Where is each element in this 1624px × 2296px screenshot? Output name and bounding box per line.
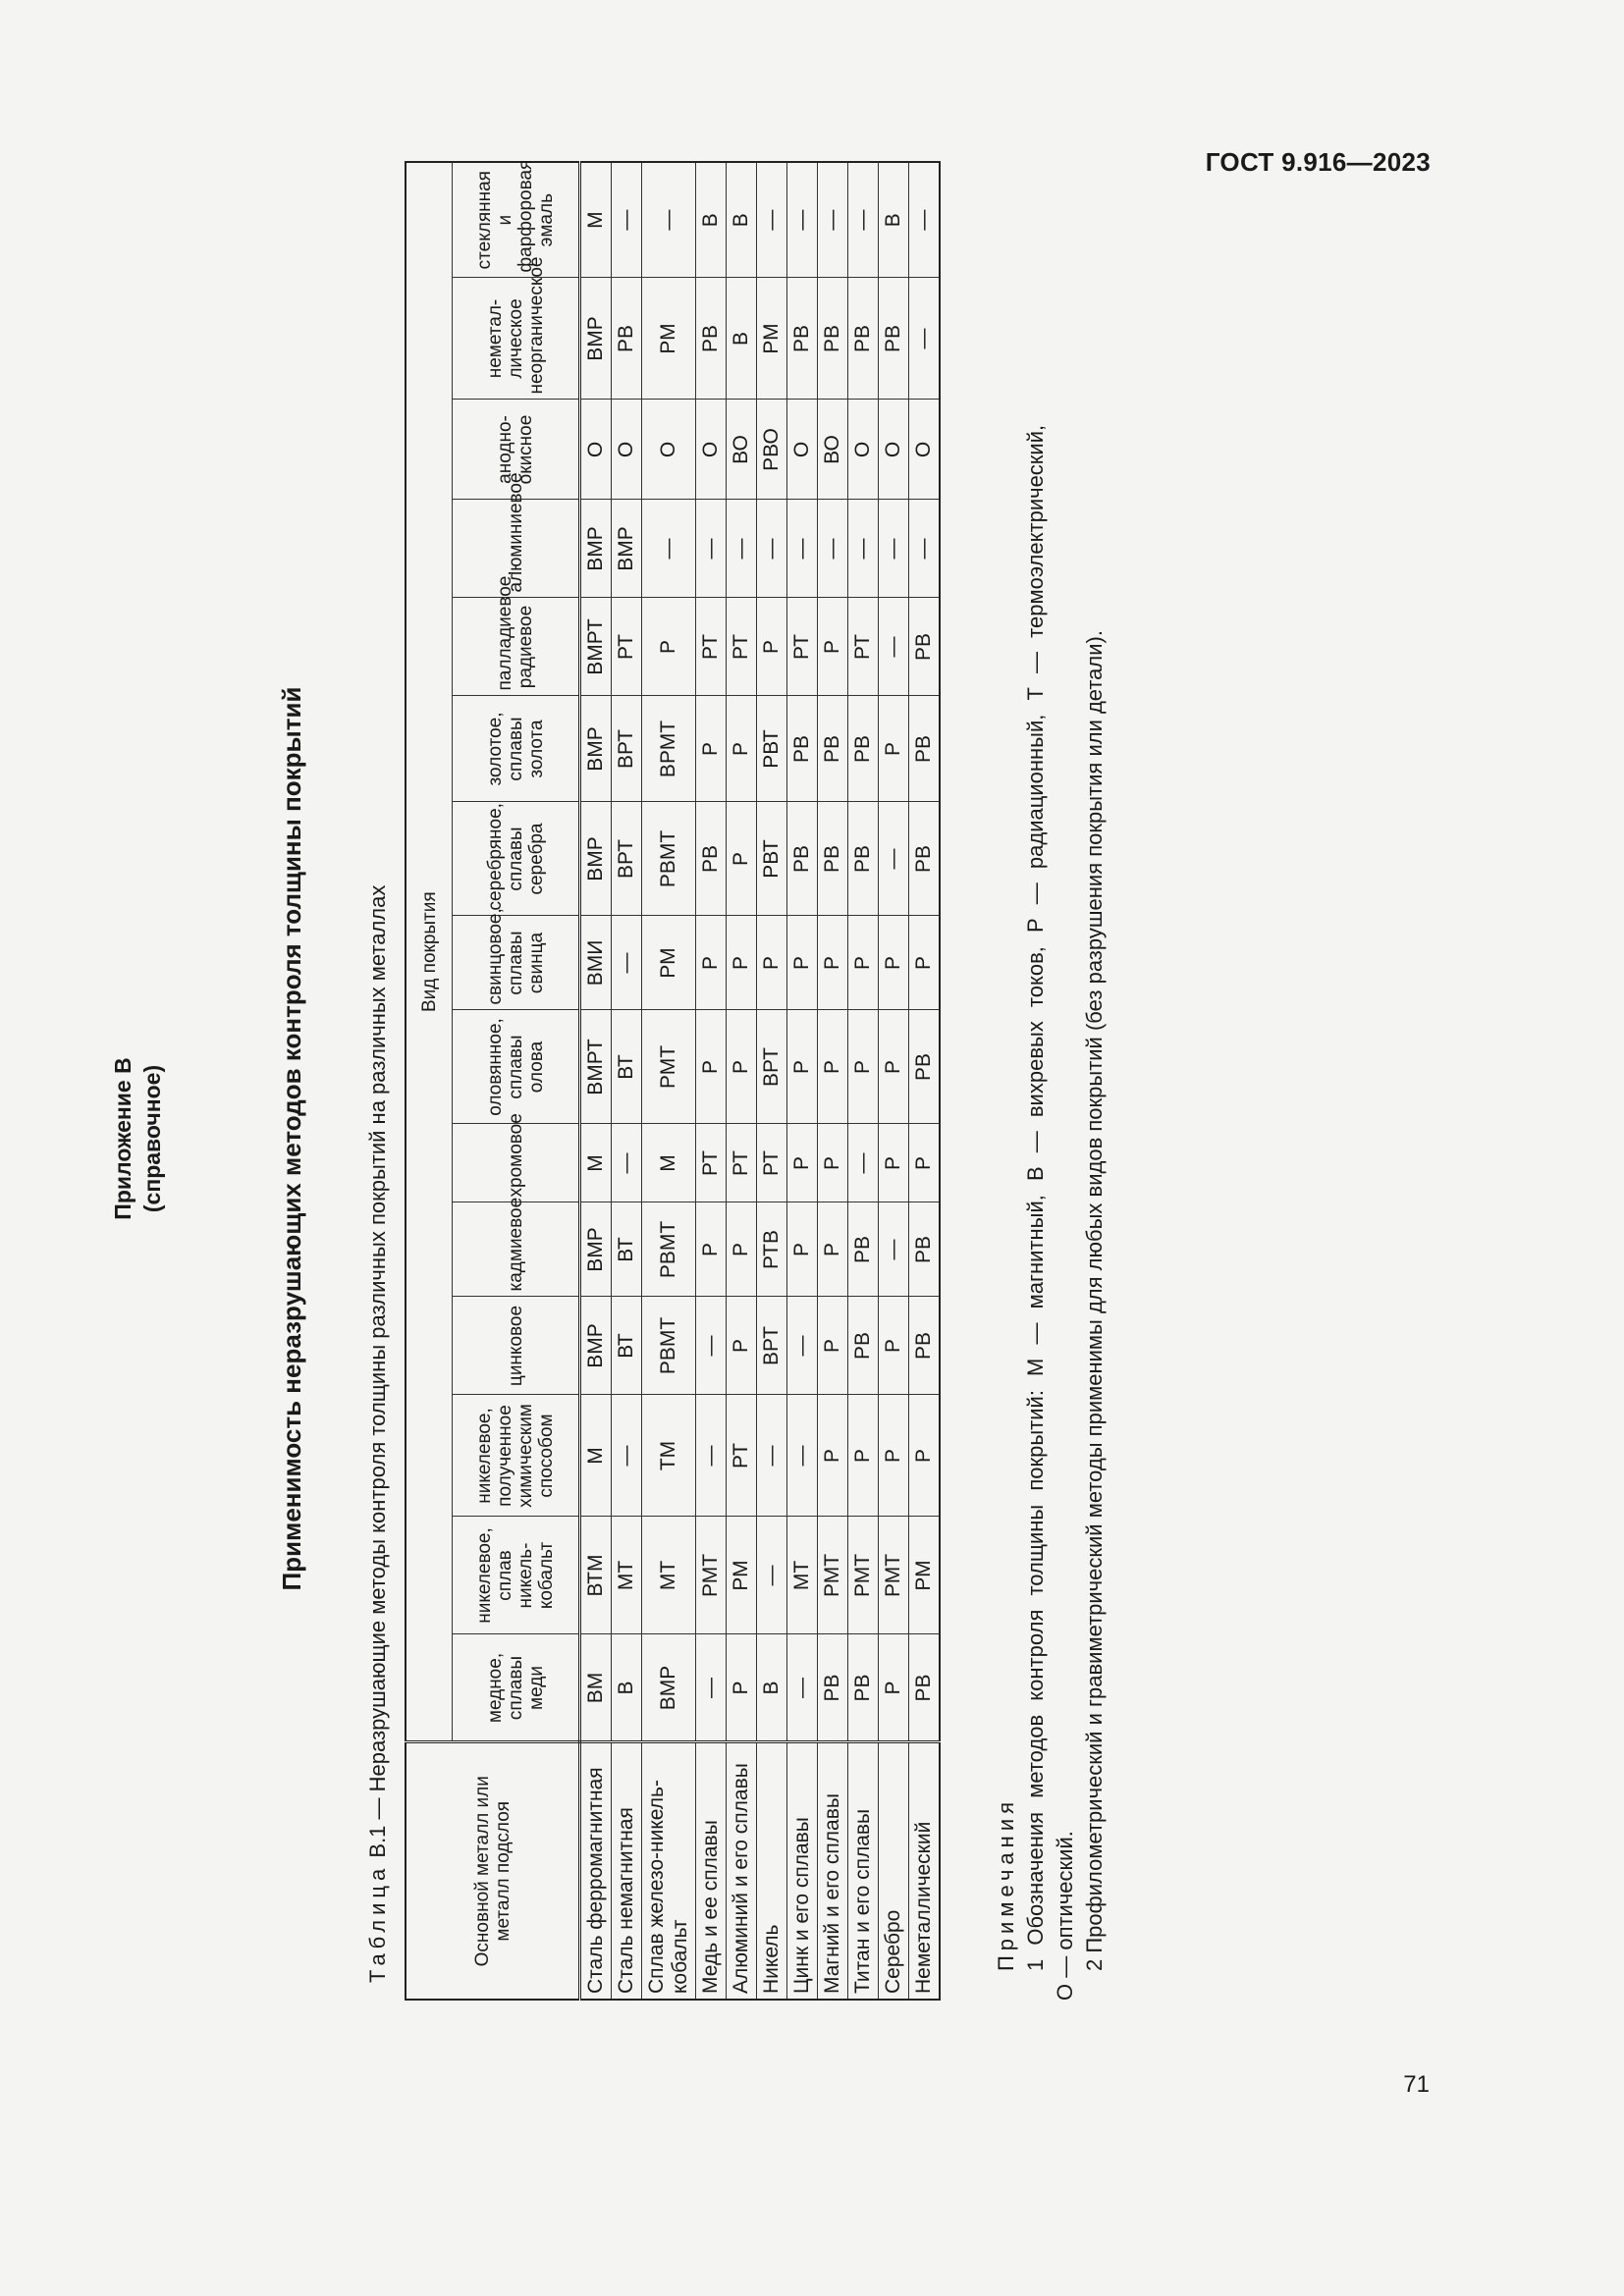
method-cell: — <box>757 1395 787 1517</box>
method-cell: РМ <box>757 278 787 400</box>
method-cell: — <box>787 1395 818 1517</box>
method-cell: Р <box>818 1395 848 1517</box>
method-cell: РВ <box>848 1297 879 1395</box>
table-container <box>405 161 941 2001</box>
method-cell: — <box>879 802 909 916</box>
method-cell: М <box>642 1124 696 1202</box>
method-cell: Р <box>848 1010 879 1124</box>
column-header: анодно-окисное <box>453 400 580 500</box>
method-cell: — <box>696 1395 727 1517</box>
method-cell: РВ <box>818 278 848 400</box>
method-cell: РТ <box>727 1124 757 1202</box>
method-cell: — <box>757 162 787 278</box>
method-cell: Р <box>696 916 727 1010</box>
method-cell: РТ <box>787 598 818 696</box>
method-cell: — <box>612 162 642 278</box>
method-cell: РВ <box>696 802 727 916</box>
method-cell: — <box>757 500 787 598</box>
method-cell: ВРТ <box>757 1010 787 1124</box>
base-metal-cell: Сталь ферромагнитная <box>580 1742 612 2000</box>
method-cell: Р <box>787 1124 818 1202</box>
note-1-continued: О — оптический. <box>1053 1831 1077 2001</box>
method-cell: РВ <box>818 696 848 802</box>
column-header: серебряное, сплавы серебра <box>453 802 580 916</box>
method-cell: Р <box>848 1395 879 1517</box>
method-cell: Р <box>879 1297 909 1395</box>
method-cell: РМ <box>642 916 696 1010</box>
method-cell: РВТ <box>757 802 787 916</box>
method-cell: ВМР <box>580 802 612 916</box>
caption-prefix: Таблица <box>365 1863 390 1983</box>
method-cell: — <box>612 916 642 1010</box>
base-metal-cell: Медь и ее сплавы <box>696 1742 727 2000</box>
column-header: кадмиевое <box>453 1202 580 1297</box>
method-cell: — <box>909 500 941 598</box>
method-cell: РВМТ <box>642 1297 696 1395</box>
method-cell: В <box>879 162 909 278</box>
method-cell: В <box>612 1634 642 1742</box>
base-metal-header: Основной металл или металл подслоя <box>406 1742 580 2000</box>
base-metal-cell: Цинк и его сплавы <box>787 1742 818 2000</box>
method-cell: ВМ <box>580 1634 612 1742</box>
column-header: неметал-лическое неорганическое <box>453 278 580 400</box>
method-cell: Р <box>818 1010 848 1124</box>
method-cell: РВ <box>787 696 818 802</box>
method-cell: РМТ <box>818 1517 848 1634</box>
table-row <box>757 162 787 2000</box>
table-row <box>848 162 879 2000</box>
method-cell: РВ <box>848 802 879 916</box>
table-row <box>612 162 642 2000</box>
methods-table <box>405 161 941 2001</box>
base-metal-cell: Титан и его сплавы <box>848 1742 879 2000</box>
method-cell: Р <box>727 696 757 802</box>
method-cell: Р <box>879 696 909 802</box>
method-cell: РТ <box>848 598 879 696</box>
method-cell: ВМРТ <box>580 598 612 696</box>
rotated-content <box>108 159 1306 2071</box>
table-caption <box>365 885 391 1983</box>
method-cell: Р <box>848 916 879 1010</box>
method-cell: РВ <box>818 1634 848 1742</box>
method-cell: ВРТ <box>757 1297 787 1395</box>
method-cell: Р <box>787 916 818 1010</box>
method-cell: РВ <box>848 278 879 400</box>
method-cell: Р <box>909 916 941 1010</box>
method-cell: РВО <box>757 400 787 500</box>
method-cell: — <box>879 500 909 598</box>
method-cell: ВМР <box>580 500 612 598</box>
method-cell: РВ <box>696 278 727 400</box>
method-cell: МТ <box>787 1517 818 1634</box>
method-cell: — <box>909 162 941 278</box>
caption-number: В.1 <box>365 1825 390 1858</box>
method-cell: Р <box>696 1010 727 1124</box>
column-header: цинковое <box>453 1297 580 1395</box>
method-cell: Р <box>879 1010 909 1124</box>
method-cell: — <box>727 500 757 598</box>
column-header: никелевое, сплав никель-кобальт <box>453 1517 580 1634</box>
base-metal-cell: Сплав железо-никель-кобальт <box>642 1742 696 2000</box>
method-cell: Р <box>696 1202 727 1297</box>
method-cell: РМТ <box>696 1517 727 1634</box>
method-cell: Р <box>727 1010 757 1124</box>
method-cell: ВМР <box>580 1297 612 1395</box>
method-cell: РВ <box>818 802 848 916</box>
method-cell: — <box>848 500 879 598</box>
note-1: 1 Обозначения методов контроля толщины покрытий: М — магнитный, В — вихревых токов, Р — радиационный, Т — термоэлектрический, <box>1023 424 1048 1971</box>
base-metal-cell: Серебро <box>879 1742 909 2000</box>
appendix-subtitle: (справочное) <box>139 1064 165 1213</box>
method-cell: В <box>757 1634 787 1742</box>
method-cell: РТ <box>612 598 642 696</box>
method-cell: О <box>612 400 642 500</box>
method-cell: ВТ <box>612 1297 642 1395</box>
method-cell: РМТ <box>848 1517 879 1634</box>
notes-section <box>992 220 1110 2001</box>
method-cell: М <box>580 1124 612 1202</box>
method-cell: РВ <box>909 1634 941 1742</box>
table-row <box>909 162 941 2000</box>
method-cell: РВ <box>612 278 642 400</box>
method-cell: — <box>787 162 818 278</box>
column-header: золотое, сплавы золота <box>453 696 580 802</box>
method-cell: РВ <box>909 598 941 696</box>
method-cell: ВРТ <box>612 696 642 802</box>
method-cell: — <box>696 1297 727 1395</box>
method-cell: ТМ <box>642 1395 696 1517</box>
method-cell: РВМТ <box>642 802 696 916</box>
column-header: никелевое, полученное химическим способом <box>453 1395 580 1517</box>
method-cell: РВ <box>879 278 909 400</box>
method-cell: Р <box>757 916 787 1010</box>
column-header: алюминиевое <box>453 500 580 598</box>
base-metal-cell: Сталь немагнитная <box>612 1742 642 2000</box>
method-cell: РТ <box>696 598 727 696</box>
base-metal-cell: Неметаллический <box>909 1742 941 2000</box>
method-cell: Р <box>696 696 727 802</box>
method-cell: — <box>879 598 909 696</box>
column-header: оловянное, сплавы олова <box>453 1010 580 1124</box>
page-number: 71 <box>1403 2071 1430 2098</box>
method-cell: — <box>787 500 818 598</box>
method-cell: РМ <box>909 1517 941 1634</box>
column-header: стеклянная и фарфоровая эмаль <box>453 162 580 278</box>
method-cell: РВ <box>909 1202 941 1297</box>
method-cell: — <box>879 1202 909 1297</box>
base-metal-cell: Никель <box>757 1742 787 2000</box>
method-cell: РВ <box>787 278 818 400</box>
method-cell: О <box>879 400 909 500</box>
base-metal-cell: Алюминий и его сплавы <box>727 1742 757 2000</box>
notes-title: Примечания <box>994 1796 1018 1971</box>
method-cell: Р <box>727 916 757 1010</box>
method-cell: ВМРТ <box>580 1010 612 1124</box>
header-row-columns <box>453 162 580 2000</box>
method-cell: — <box>642 162 696 278</box>
method-cell: РВТ <box>757 696 787 802</box>
method-cell: Р <box>727 1202 757 1297</box>
table-row <box>787 162 818 2000</box>
method-cell: РТ <box>727 598 757 696</box>
method-cell: РВ <box>848 1634 879 1742</box>
method-cell: В <box>727 278 757 400</box>
method-cell: — <box>612 1124 642 1202</box>
method-cell: О <box>787 400 818 500</box>
method-cell: ВТМ <box>580 1517 612 1634</box>
method-cell: М <box>580 1395 612 1517</box>
method-cell: РВ <box>787 802 818 916</box>
method-cell: ВМР <box>580 278 612 400</box>
header-row-group <box>406 162 453 2000</box>
table-body <box>580 162 941 2000</box>
method-cell: Р <box>818 1124 848 1202</box>
table-row <box>879 162 909 2000</box>
method-cell: Р <box>642 598 696 696</box>
method-cell: — <box>696 500 727 598</box>
method-cell: РВ <box>909 1010 941 1124</box>
method-cell: ВМР <box>642 1634 696 1742</box>
method-cell: РТ <box>727 1395 757 1517</box>
method-cell: ВО <box>727 400 757 500</box>
method-cell: ВТ <box>612 1202 642 1297</box>
method-cell: М <box>580 162 612 278</box>
method-cell: О <box>909 400 941 500</box>
method-cell: Р <box>787 1202 818 1297</box>
method-cell: Р <box>757 598 787 696</box>
method-cell: Р <box>818 1202 848 1297</box>
method-cell: ВМИ <box>580 916 612 1010</box>
method-cell: — <box>787 1634 818 1742</box>
method-cell: МТ <box>642 1517 696 1634</box>
method-cell: РМТ <box>879 1517 909 1634</box>
method-cell: Р <box>879 1124 909 1202</box>
method-cell: РВ <box>909 1297 941 1395</box>
method-cell: Р <box>909 1124 941 1202</box>
method-cell: РВМТ <box>642 1202 696 1297</box>
method-cell: ВМР <box>612 500 642 598</box>
method-cell: — <box>818 500 848 598</box>
table-row <box>642 162 696 2000</box>
method-cell: Р <box>879 1395 909 1517</box>
appendix-heading <box>108 206 167 2071</box>
method-cell: В <box>727 162 757 278</box>
method-cell: РМ <box>727 1517 757 1634</box>
method-cell: — <box>848 1124 879 1202</box>
method-cell: РТ <box>757 1124 787 1202</box>
method-cell: РМ <box>642 278 696 400</box>
method-cell: Р <box>727 1297 757 1395</box>
method-cell: РМТ <box>642 1010 696 1124</box>
method-cell: РТВ <box>757 1202 787 1297</box>
note-2: 2 Профилометрический и гравиметрический методы применимы для любых видов покрытий (без разрушения покрытия или детали). <box>1082 630 1107 1971</box>
caption-text: — Неразрушающие методы контроля толщины различных покрытий на различных металлах <box>365 884 390 1820</box>
method-cell: Р <box>879 1634 909 1742</box>
column-header: хромовое <box>453 1124 580 1202</box>
method-cell: — <box>642 500 696 598</box>
method-cell: РВ <box>848 1202 879 1297</box>
method-cell: — <box>757 1517 787 1634</box>
method-cell: — <box>787 1297 818 1395</box>
method-cell: РВ <box>909 802 941 916</box>
method-cell: — <box>612 1395 642 1517</box>
method-cell: Р <box>909 1395 941 1517</box>
method-cell: Р <box>818 916 848 1010</box>
method-cell: — <box>909 278 941 400</box>
method-cell: В <box>696 162 727 278</box>
page-title: Применимость неразрушающих методов контроля толщины покрытий <box>277 686 306 1591</box>
method-cell: РВ <box>848 696 879 802</box>
method-cell: Р <box>879 916 909 1010</box>
column-header: свинцовое, сплавы свинца <box>453 916 580 1010</box>
method-cell: О <box>848 400 879 500</box>
method-cell: Р <box>787 1010 818 1124</box>
method-cell: ВО <box>818 400 848 500</box>
method-cell: ВМР <box>580 1202 612 1297</box>
method-cell: РВ <box>909 696 941 802</box>
method-cell: О <box>580 400 612 500</box>
column-header: палладиевое, радиевое <box>453 598 580 696</box>
base-metal-cell: Магний и его сплавы <box>818 1742 848 2000</box>
table-row <box>580 162 612 2000</box>
method-cell: — <box>848 162 879 278</box>
table-row <box>727 162 757 2000</box>
method-cell: ВРМТ <box>642 696 696 802</box>
coating-type-header: Вид покрытия <box>406 162 453 1742</box>
column-header: медное, сплавы меди <box>453 1634 580 1742</box>
appendix-title: Приложение В <box>110 1057 135 1220</box>
method-cell: О <box>642 400 696 500</box>
method-cell: Р <box>818 598 848 696</box>
method-cell: Р <box>727 802 757 916</box>
document-code: ГОСТ 9.916—2023 <box>1205 147 1431 177</box>
method-cell: — <box>696 1634 727 1742</box>
method-cell: Р <box>818 1297 848 1395</box>
method-cell: Р <box>727 1634 757 1742</box>
method-cell: — <box>818 162 848 278</box>
method-cell: ВТ <box>612 1010 642 1124</box>
table-row <box>818 162 848 2000</box>
method-cell: О <box>696 400 727 500</box>
method-cell: РТ <box>696 1124 727 1202</box>
table-row <box>696 162 727 2000</box>
method-cell: ВМР <box>580 696 612 802</box>
method-cell: ВРТ <box>612 802 642 916</box>
method-cell: МТ <box>612 1517 642 1634</box>
